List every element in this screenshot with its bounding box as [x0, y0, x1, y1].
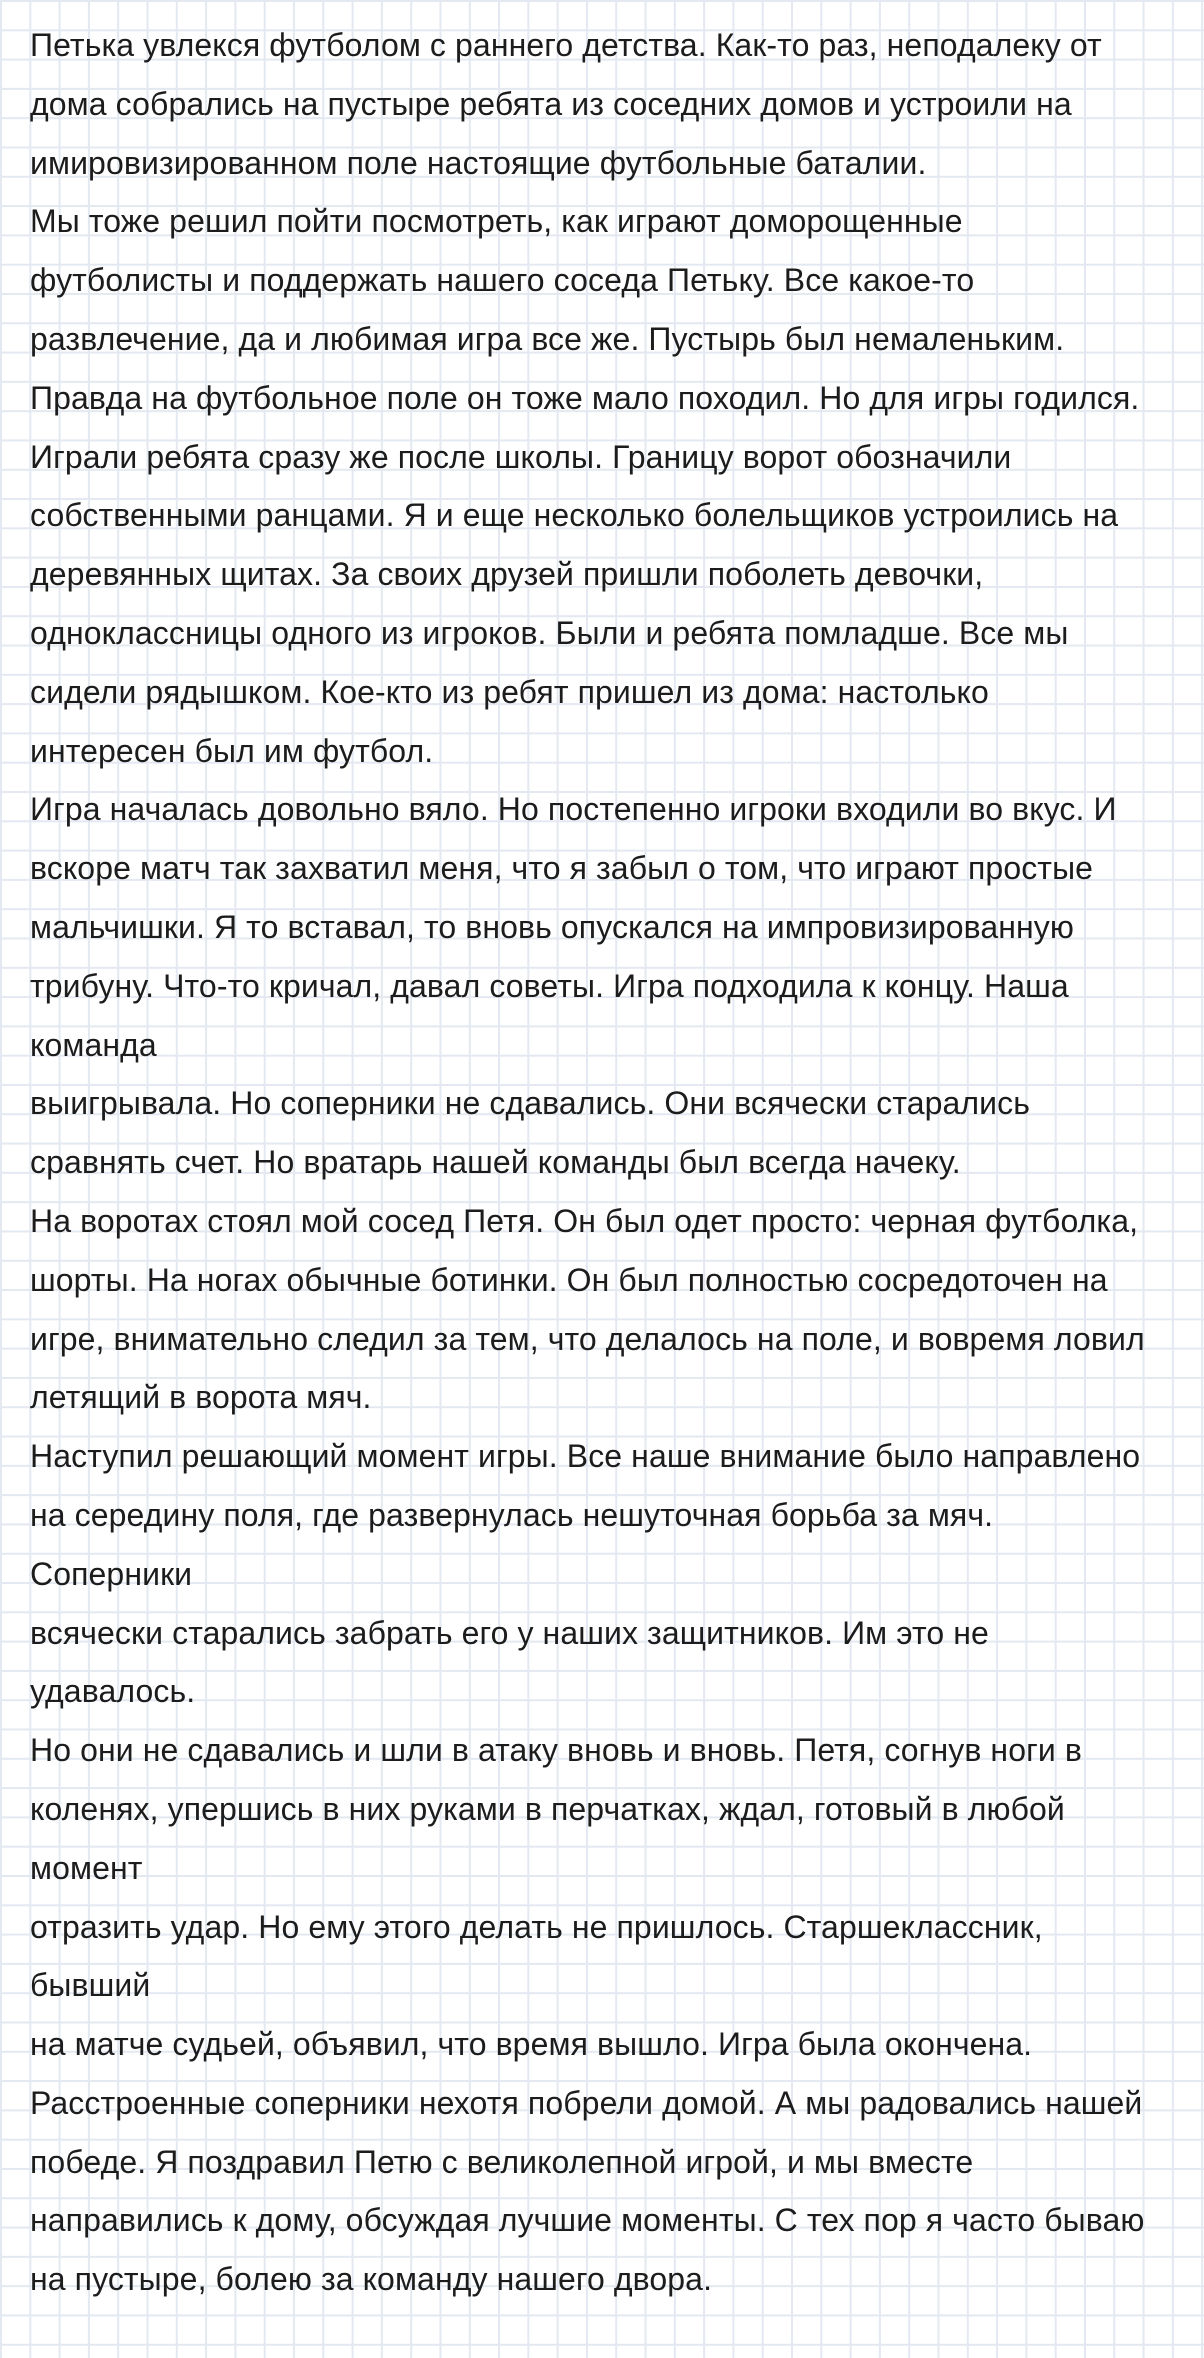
text-line: трибуну. Что-то кричал, давал советы. Игра подходила к концу. Наша	[30, 967, 1069, 1004]
text-line: отразить удар. Но ему этого делать не пришлось. Старшеклассник,	[30, 1908, 1043, 1945]
text-line: Игра началась довольно вяло. Но постепенно игроки входили во вкус. И	[30, 791, 1117, 828]
text-line: Мы тоже решил пойти посмотреть, как играют доморощенные	[30, 203, 963, 240]
text-line: Играли ребята сразу же после школы. Границу ворот обозначили	[30, 438, 1012, 475]
text-line: Петька увлекся футболом с раннего детства. Как-то раз, неподалеку от	[30, 27, 1102, 63]
text-line: удавалось.	[30, 1673, 196, 1710]
text-line: футболисты и поддержать нашего соседа Петьку. Все какое-то	[30, 262, 975, 299]
text-line: выигрывала. Но соперники не сдавались. Они всячески старались	[30, 1085, 1031, 1122]
text-line: на середину поля, где развернулась нешуточная борьба за мяч.	[30, 1496, 994, 1533]
text-line: деревянных щитах. За своих друзей пришли поболеть девочки,	[30, 556, 984, 593]
text-line: победе. Я поздравил Петю с великолепной игрой, и мы вместе	[30, 2143, 974, 2180]
text-line: всячески старались забрать его у наших защитников. Им это не	[30, 1614, 989, 1651]
text-line: Расстроенные соперники нехотя побрели домой. А мы радовались нашей	[30, 2084, 1143, 2121]
text-line: летящий в ворота мяч.	[30, 1379, 372, 1416]
text-line: Соперники	[30, 1555, 193, 1592]
text-line: развлечение, да и любимая игра все же. Пустырь был немаленьким.	[30, 320, 1065, 357]
text-line: шорты. На ногах обычные ботинки. Он был полностью сосредоточен на	[30, 1261, 1108, 1298]
text-line: вскоре матч так захватил меня, что я забыл о том, что играют простые	[30, 850, 1094, 887]
text-line: мальчишки. Я то вставал, то вновь опускался на импровизированную	[30, 908, 1075, 945]
text-line: Наступил решающий момент игры. Все наше внимание было направлено	[30, 1438, 1141, 1475]
text-line: Но они не сдавались и шли в атаку вновь и вновь. Петя, согнув ноги в	[30, 1732, 1082, 1769]
text-line: дома собрались на пустыре ребята из соседних домов и устроили на	[30, 85, 1072, 122]
text-line: одноклассницы одного из игроков. Были и ребята помладше. Все мы	[30, 614, 1069, 651]
text-line: коленях, упершись в них руками в перчатках, ждал, готовый в любой	[30, 1790, 1065, 1827]
text-line: сидели рядышком. Кое-кто из ребят пришел из дома: настолько	[30, 673, 989, 710]
text-line: момент	[30, 1849, 143, 1886]
text-line: на матче судьей, объявил, что время вышло. Игра была окончена.	[30, 2026, 1033, 2063]
text-line: команда	[30, 1026, 157, 1063]
text-line: Правда на футбольное поле он тоже мало походил. Но для игры годился.	[30, 379, 1140, 416]
text-line: игре, внимательно следил за тем, что делалось на поле, и вовремя ловил	[30, 1320, 1145, 1357]
text-line: на пустыре, болею за команду нашего двора.	[30, 2261, 713, 2298]
text-line: направились к дому, обсуждая лучшие моменты. С тех пор я часто бываю	[30, 2202, 1145, 2239]
text-line: интересен был им футбол.	[30, 732, 434, 769]
text-line: На воротах стоял мой сосед Петя. Он был одет просто: черная футболка,	[30, 1202, 1139, 1239]
text-line: имировизированном поле настоящие футбольные баталии.	[30, 144, 927, 181]
text-line: бывший	[30, 1967, 151, 2004]
text-line: собственными ранцами. Я и еще несколько болельщиков устроились на	[30, 497, 1119, 534]
text-line: сравнять счет. Но вратарь нашей команды был всегда начеку.	[30, 1144, 961, 1181]
